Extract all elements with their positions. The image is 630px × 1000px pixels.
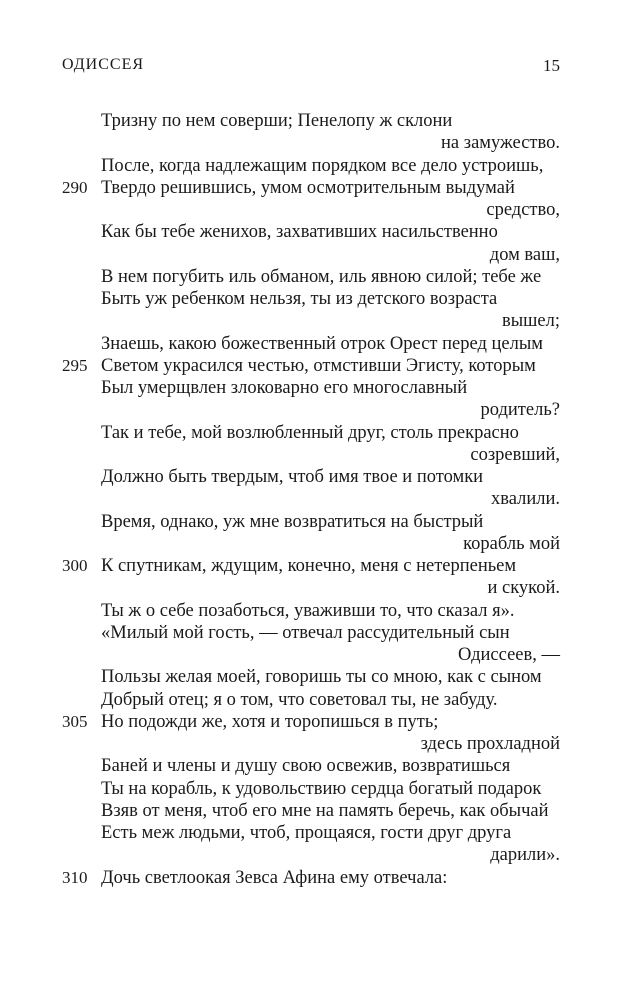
verse-line [0,755,630,777]
verse-line [0,555,630,577]
verse-text: здесь прохладной [420,734,560,754]
verse-line [0,778,630,800]
verse-text: Пользы желая моей, говоришь ты со мною, как с сыном [101,667,542,688]
verse-text: корабль мой [463,533,560,554]
verse-text: Ты ж о себе позаботься, уваживши то, что сказал я». [101,600,515,621]
verse-text: средство, [486,200,560,220]
verse-text: Быть уж ребенком нельзя, ты из детского возраста [101,289,498,309]
verse-text: Знаешь, какою божественный отрок Орест перед целым [101,333,543,354]
verse-text: Светом украсился честью, отмстивши Эгисту, которым [101,355,536,376]
verse-text: «Милый мой гость, — отвечал рассудительный сын [101,622,510,643]
verse-line-continuation [0,533,630,555]
verse-line-continuation [0,244,630,266]
verse-text: Есть меж людьми, чтоб, прощаяся, гости друг друга [101,823,512,843]
verse-text: дарили». [490,845,560,866]
verse-text: вышел; [502,311,560,332]
verse-line [0,333,630,355]
verse-text: После, когда надлежащим порядком все дело устроишь, [101,155,544,176]
verse-line-continuation [0,444,630,466]
verse-line-continuation [0,577,630,599]
verse-text: Баней и члены и душу свою освежив, возвратишься [101,756,511,777]
verse-text: Добрый отец; я о том, что советовал ты, не забуду. [101,689,498,710]
verse-line [0,110,630,132]
verse-line [0,622,630,644]
verse-line [0,355,630,377]
page-number: 15 [543,56,560,75]
verse-text: хвалили. [490,489,560,510]
verse-line [0,600,630,622]
verse-line [0,377,630,399]
verse-text: на замужество. [441,133,560,154]
line-number: 300 [62,556,88,575]
verse-line [0,822,630,844]
verse-text: Но подожди же, хотя и торопишься в путь; [101,711,439,732]
verse-text: Одиссеев, — [458,645,560,665]
verse-line-continuation [0,488,630,510]
line-number: 295 [62,355,88,375]
verse-text: Ты на корабль, к удовольствию сердца богатый подарок [101,778,542,799]
line-number: 290 [62,177,88,197]
verse-line [0,155,630,177]
verse-line [0,867,630,889]
verse-line [0,177,630,199]
verse-line [0,221,630,243]
verse-line-continuation [0,310,630,332]
verse-line-continuation [0,199,630,221]
verse-text: Время, однако, уж мне возвратиться на быстрый [101,511,484,532]
verse-line [0,800,630,822]
verse-line [0,466,630,488]
verse-line [0,266,630,288]
verse-block [0,110,630,889]
verse-line [0,689,630,711]
verse-line-continuation [0,399,630,421]
verse-line-continuation [0,733,630,755]
verse-text: Должно быть твердым, чтоб имя твое и потомки [101,467,484,487]
running-title: ОДИССЕЯ [62,56,145,73]
verse-text: Был умерщвлен злоковарно его многославный [101,378,468,398]
line-number: 305 [62,711,88,731]
verse-text: и скукой. [487,578,560,599]
verse-text: Твердо решившись, умом осмотрительным выдумай [101,177,515,198]
verse-text: созревший, [470,444,560,465]
verse-text: Дочь светлоокая Зевса Афина ему отвечала: [101,867,448,888]
verse-line-continuation [0,132,630,154]
verse-text: Взяв от меня, чтоб его мне на память беречь, как обычай [101,800,549,821]
verse-text: Тризну по нем соверши; Пенелопу ж склони [101,111,453,131]
verse-line [0,711,630,733]
verse-text: К спутникам, ждущим, конечно, меня с нетерпеньем [101,556,517,576]
verse-line-continuation [0,644,630,666]
verse-text: родитель? [480,400,560,421]
line-number: 310 [62,867,88,887]
verse-text: Так и тебе, мой возлюбленный друг, столь прекрасно [101,422,519,443]
verse-text: Как бы тебе женихов, захвативших насильственно [101,222,498,243]
verse-text: дом ваш, [489,244,560,265]
verse-line [0,422,630,444]
verse-line [0,666,630,688]
verse-line [0,288,630,310]
verse-text: В нем погубить иль обманом, иль явною силой; тебе же [101,266,542,287]
verse-line-continuation [0,844,630,866]
verse-line [0,511,630,533]
